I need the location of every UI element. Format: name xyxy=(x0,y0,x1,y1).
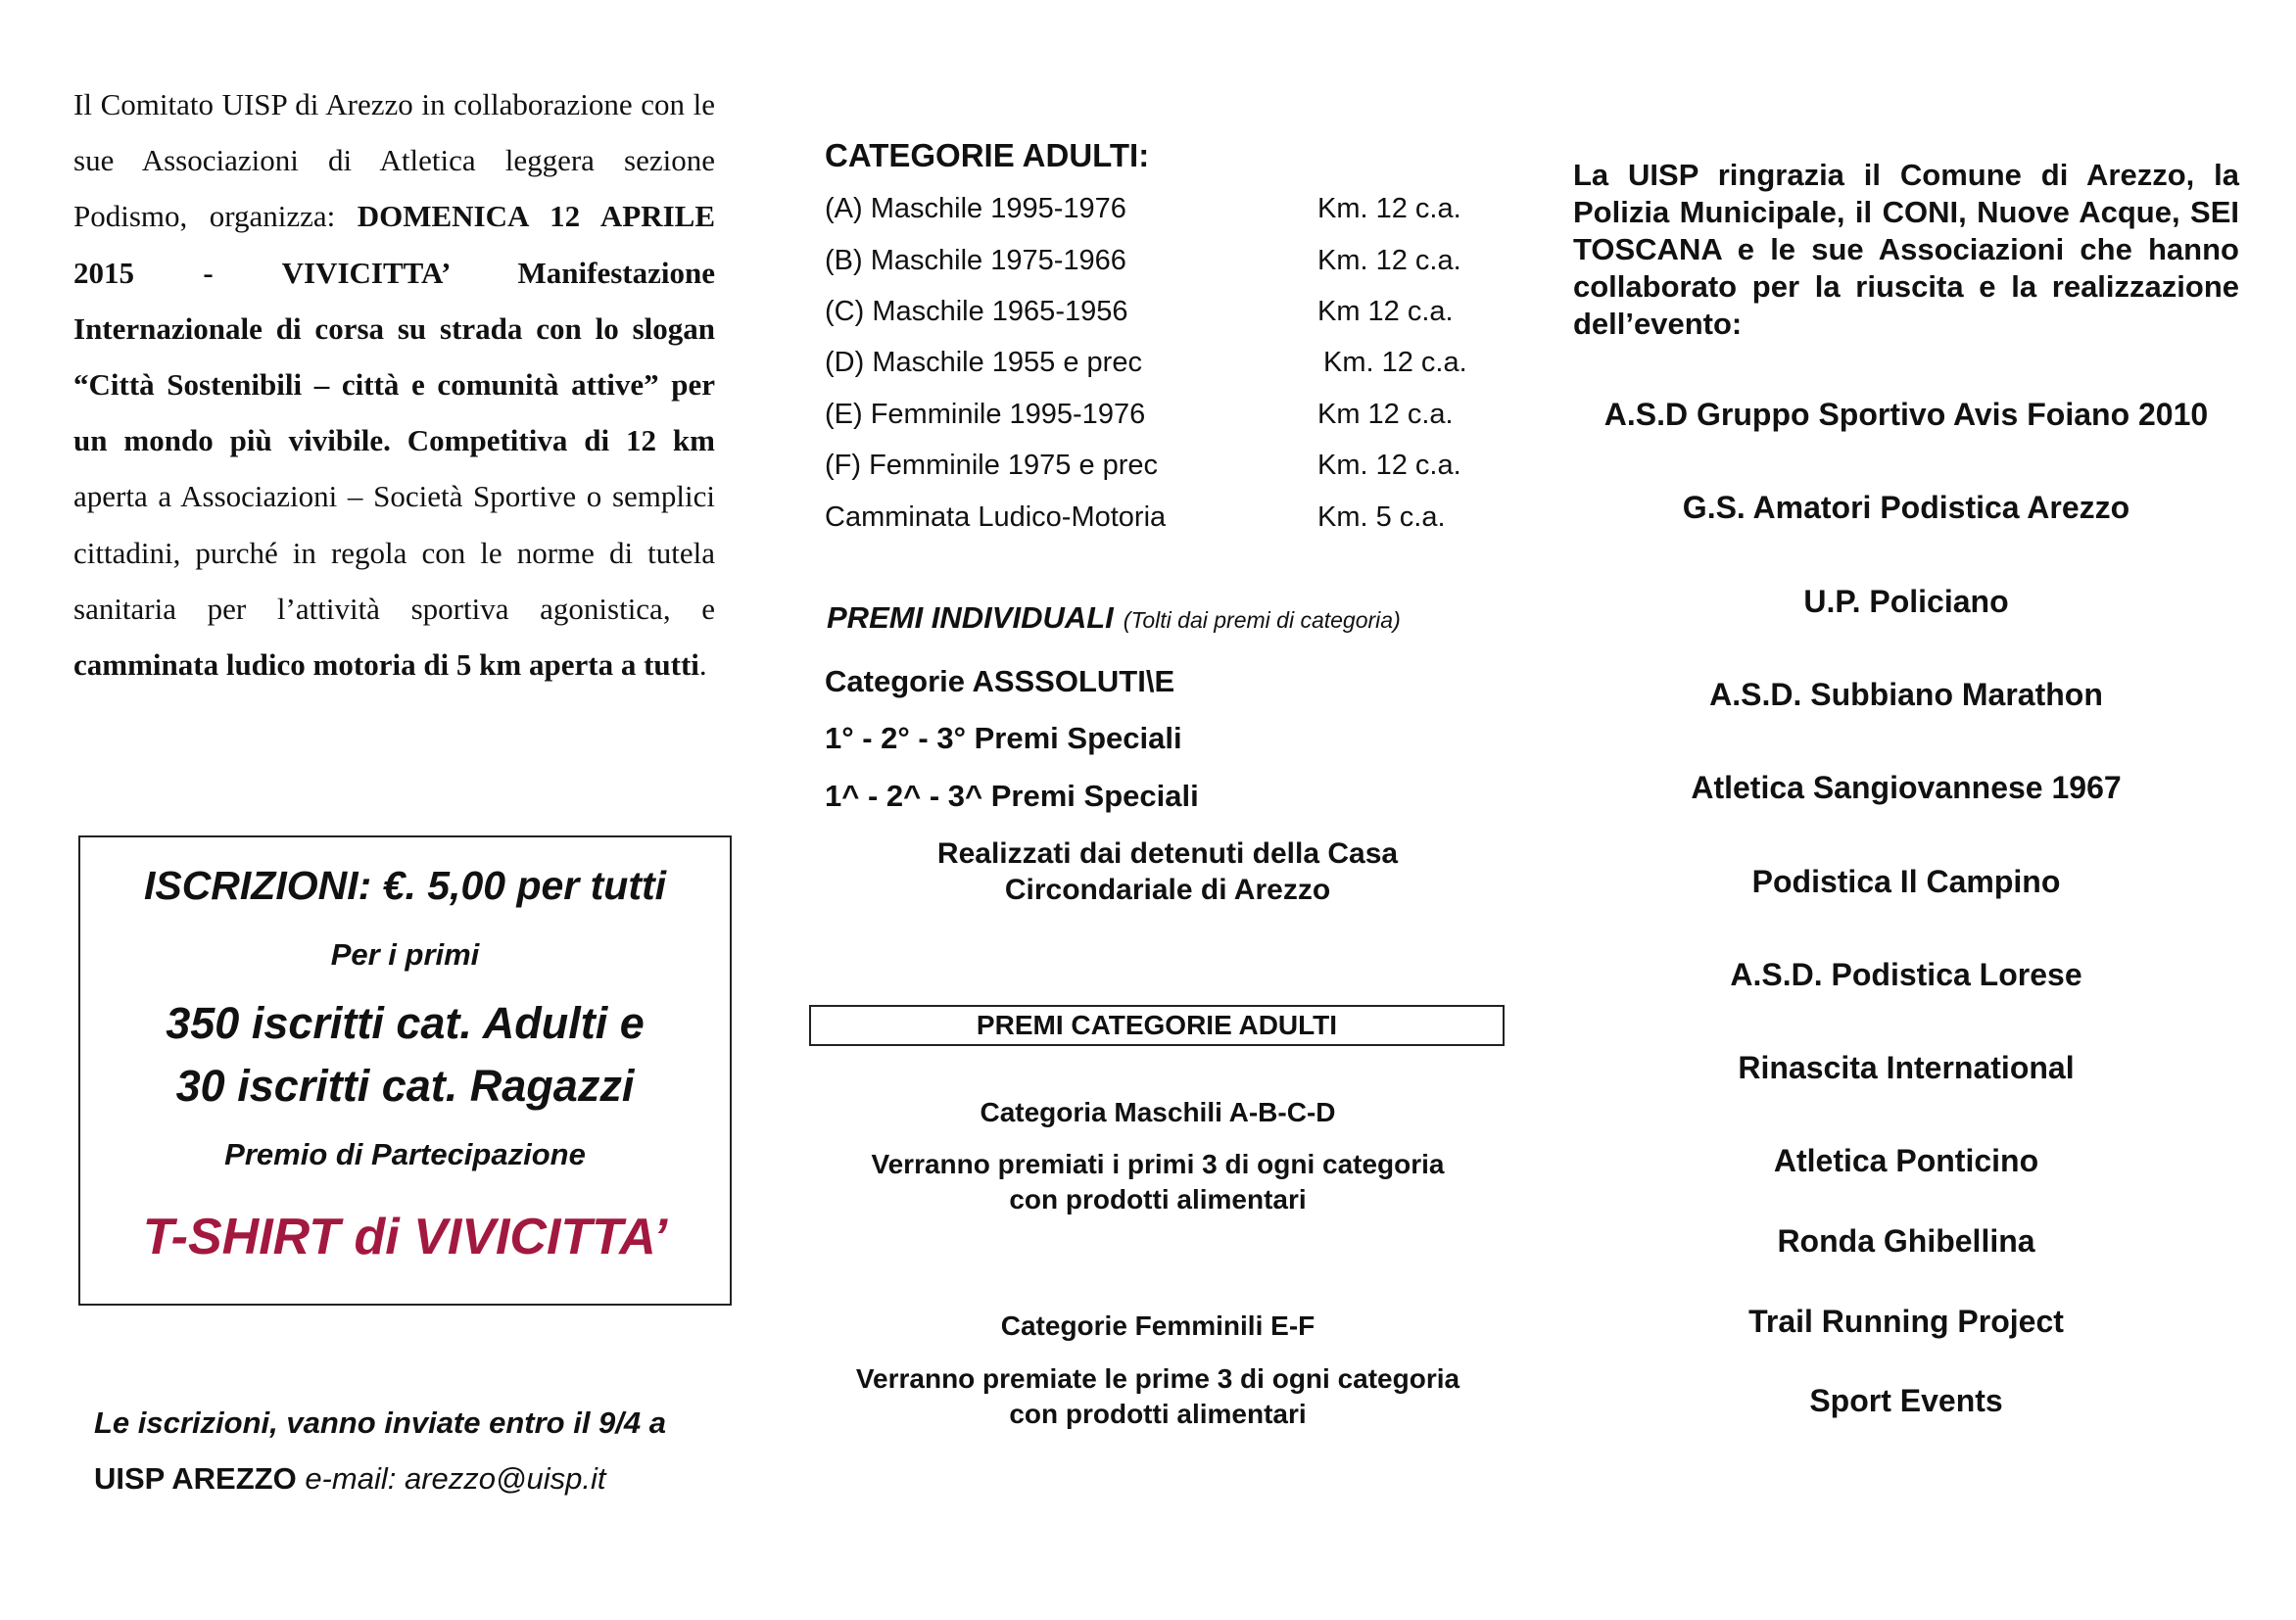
iscrizioni-ragazzi: 30 iscritti cat. Ragazzi xyxy=(175,1061,635,1111)
intro-p1: Il Comitato UISP di Arezzo in collaborazione con le sue Associazioni di Atletica leggera sezione Podismo, organizza: xyxy=(73,87,715,234)
premi-line-maschili: 1° - 2° - 3° Premi Speciali xyxy=(825,721,1182,755)
iscrizioni-box xyxy=(78,835,732,1306)
realizzati-line2: Circondariale di Arezzo xyxy=(1004,874,1331,906)
maschili-line1: Verranno premiati i primi 3 di ogni categoria xyxy=(871,1149,1445,1179)
realizzati-note xyxy=(825,835,1510,908)
premi-line-femminili: 1^ - 2^ - 3^ Premi Speciali xyxy=(825,779,1199,813)
iscrizioni-per-i-primi: Per i primi xyxy=(330,937,480,972)
association-item: Trail Running Project xyxy=(1748,1304,2064,1339)
category-name: (F) Femminile 1975 e prec xyxy=(825,450,1159,481)
association-item: Sport Events xyxy=(1809,1383,2003,1418)
association-item: Atletica Ponticino xyxy=(1773,1143,2039,1178)
realizzati-line1: Realizzati dai detenuti della Casa xyxy=(936,837,1399,870)
association-item: Ronda Ghibellina xyxy=(1777,1223,2035,1259)
category-name: (B) Maschile 1975-1966 xyxy=(825,245,1126,276)
association-item: Rinascita International xyxy=(1738,1050,2075,1085)
maschili-desc xyxy=(805,1147,1510,1217)
iscrizioni-adulti: 350 iscritti cat. Adulti e xyxy=(166,998,645,1048)
association-item: U.P. Policiano xyxy=(1803,584,2009,619)
category-distance: Km. 12 c.a. xyxy=(1317,245,1461,276)
intro-p2-event: DOMENICA 12 APRILE 2015 - VIVICITTA’ Manifestazione Internazionale di corsa su strada con lo slogan “Città Sostenibili – città e comunità attive” per un mondo più vivibile. xyxy=(73,199,715,458)
association-item: Atletica Sangiovannese 1967 xyxy=(1691,770,2122,805)
intro-text xyxy=(73,76,715,692)
association-item: G.S. Amatori Podistica Arezzo xyxy=(1682,490,2130,525)
iscrizioni-tshirt: T-SHIRT di VIVICITTA’ xyxy=(142,1209,668,1265)
iscrizioni-contact xyxy=(94,1451,741,1506)
maschili-line2: con prodotti alimentari xyxy=(1009,1184,1307,1215)
femminili-title: Categorie Femminili E-F xyxy=(1000,1310,1315,1341)
association-item: A.S.D. Subbiano Marathon xyxy=(1709,677,2103,712)
category-name: (E) Femminile 1995-1976 xyxy=(825,399,1146,430)
iscrizioni-deadline: Le iscrizioni, vanno inviate entro il 9/4 a xyxy=(94,1406,667,1440)
iscrizioni-note xyxy=(94,1395,741,1506)
premi-individuali-title: PREMI INDIVIDUALI xyxy=(827,600,1114,635)
premi-individuali-heading xyxy=(827,600,1401,636)
category-distance: Km 12 c.a. xyxy=(1317,296,1454,327)
femminili-line1: Verranno premiate le prime 3 di ogni categoria xyxy=(855,1363,1460,1394)
association-item: A.S.D Gruppo Sportivo Avis Foiano 2010 xyxy=(1603,397,2209,432)
category-distance: Km. 12 c.a. xyxy=(1323,347,1467,378)
category-distance: Km. 12 c.a. xyxy=(1317,193,1461,224)
intro-p3-competitiva: Competitiva di 12 km xyxy=(407,423,715,458)
intro-p3-end: . xyxy=(698,647,707,683)
femminili-line2: con prodotti alimentari xyxy=(1009,1399,1307,1429)
category-distance: Km. 5 c.a. xyxy=(1317,501,1446,533)
contact-email-label: e-mail: xyxy=(296,1461,405,1496)
category-name: Camminata Ludico-Motoria xyxy=(825,501,1167,533)
category-distance: Km 12 c.a. xyxy=(1317,399,1454,430)
premi-line-assoluti: Categorie ASSSOLUTI\E xyxy=(825,664,1175,698)
category-distance: Km. 12 c.a. xyxy=(1317,450,1461,481)
premi-individuali-note: (Tolti dai premi di categoria) xyxy=(1123,607,1401,633)
association-item: A.S.D. Podistica Lorese xyxy=(1730,957,2082,992)
contact-email-link[interactable]: arezzo@uisp.it xyxy=(404,1461,606,1496)
intro-column xyxy=(73,76,715,692)
intro-p3-rest: aperta a Associazioni – Società Sportive o semplici cittadini, purché in regola con le norme di tutela sanitaria per l’attività sportiva agonistica, e xyxy=(73,479,715,626)
thanks-text: La UISP ringrazia il Comune di Arezzo, la Polizia Municipale, il CONI, Nuove Acque, SEI TOSCANA e le sue Associazioni che hanno collaborato per la riuscita e la realizzazione dell’evento: xyxy=(1573,158,2239,341)
intro-p3-camminata: camminata ludico motoria di 5 km aperta a tutti xyxy=(73,647,699,683)
association-item: Podistica Il Campino xyxy=(1751,864,2061,899)
iscrizioni-premio: Premio di Partecipazione xyxy=(224,1137,586,1171)
femminili-desc xyxy=(805,1361,1510,1432)
category-name: (A) Maschile 1995-1976 xyxy=(825,193,1126,224)
iscrizioni-limits xyxy=(80,992,730,1118)
categorie-title: CATEGORIE ADULTI: xyxy=(825,137,1150,173)
contact-org: UISP AREZZO xyxy=(94,1461,297,1496)
iscrizioni-headline: ISCRIZIONI: €. 5,00 per tutti xyxy=(143,863,667,908)
premi-categorie-box: PREMI CATEGORIE ADULTI xyxy=(809,1005,1505,1046)
maschili-title: Categoria Maschili A-B-C-D xyxy=(980,1097,1336,1127)
category-name: (C) Maschile 1965-1956 xyxy=(825,296,1128,327)
category-name: (D) Maschile 1955 e prec xyxy=(825,347,1142,378)
